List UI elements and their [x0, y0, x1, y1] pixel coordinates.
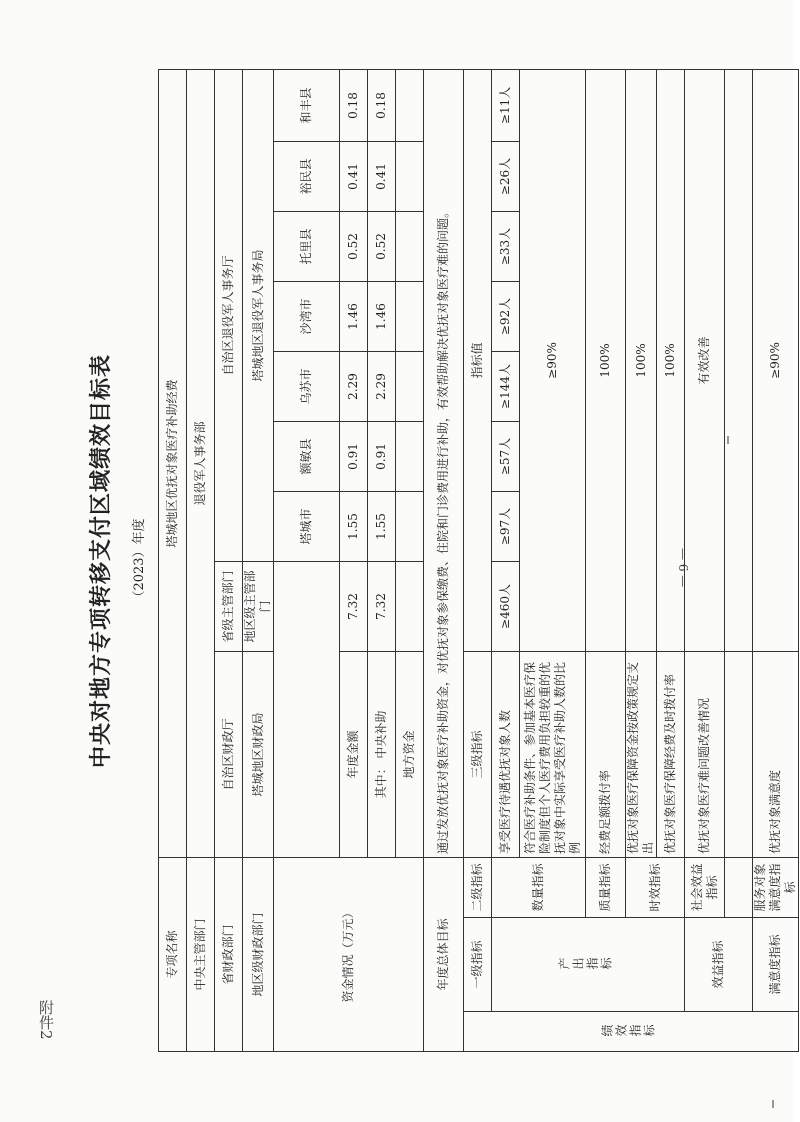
annual-value: 1.46 — [340, 281, 368, 351]
city-dept-value: 塔城地区退役军人事务局 — [243, 69, 274, 561]
annual-value: 0.18 — [340, 69, 368, 141]
county-name: 托里县 — [274, 211, 340, 281]
time1-text: 优抚对象医疗保障资金按政策规定支出 — [626, 651, 657, 857]
central-value: 0.41 — [368, 141, 396, 211]
row-goal — [424, 69, 464, 1051]
quality-value: 100% — [586, 69, 626, 651]
satisfaction-label: 满意度指标 — [753, 918, 799, 1012]
row-quality — [586, 69, 626, 1051]
q1-value: ≥33人 — [492, 211, 520, 281]
benefit-label: 效益指标 — [685, 918, 753, 1012]
q1-value: ≥92人 — [492, 281, 520, 351]
of-which: 其中： — [374, 762, 388, 799]
central-dept-label: 中央主管部门 — [187, 857, 215, 1051]
annual-value: 0.91 — [340, 421, 368, 491]
performance-table — [158, 69, 799, 1052]
annual-value: 1.55 — [340, 491, 368, 561]
central-label — [368, 651, 396, 857]
scan-mark — [772, 1100, 774, 1108]
annual-value: 0.41 — [340, 141, 368, 211]
row-project — [159, 69, 187, 1051]
goal-text: 通过发放优抚对象医疗补助资金，对优抚对象参保缴费、住院和门诊费用进行补助，有效帮助解决优抚对象医疗难的问题。 — [424, 69, 464, 857]
row-central-dept — [187, 69, 215, 1051]
attachment-label: 附件2 — [37, 1000, 55, 1040]
q2-value: ≥90% — [520, 69, 586, 651]
prov-dept-value: 自治区退役军人事务厅 — [215, 69, 243, 561]
county-name: 裕民县 — [274, 141, 340, 211]
quality-label: 质量指标 — [586, 857, 626, 917]
prov-finance-value: 自治区财政厅 — [215, 651, 243, 857]
quality-text: 经费足额拨付率 — [586, 651, 626, 857]
time1-value: 100% — [626, 69, 657, 651]
county-name: 和丰县 — [274, 69, 340, 141]
col-level2: 二级指标 — [464, 857, 492, 917]
q1-total: ≥460人 — [492, 561, 520, 651]
row-provincial — [215, 69, 243, 1051]
prov-finance-label: 省财政部门 — [215, 857, 243, 1051]
q1-value: ≥57人 — [492, 421, 520, 491]
central-value: 1.55 — [368, 491, 396, 561]
row-social — [685, 69, 725, 1051]
q1-value: ≥97人 — [492, 491, 520, 561]
county-name: 沙湾市 — [274, 281, 340, 351]
county-name: 额敏县 — [274, 421, 340, 491]
row-timeliness-1 — [626, 69, 657, 1051]
col-level3: 三级指标 — [464, 651, 492, 857]
service-label: 服务对象满意度指标 — [753, 857, 799, 917]
goal-label: 年度总体目标 — [424, 857, 464, 1051]
annual-label: 年度金额 — [340, 651, 368, 857]
annual-value: 2.29 — [340, 351, 368, 421]
central-label-text: 中央补助 — [374, 710, 388, 759]
row-satisfaction — [753, 69, 799, 1051]
q1-text: 享受医疗待遇优抚对象人数 — [492, 651, 520, 857]
local-label: 地方资金 — [396, 651, 424, 857]
row-benefit-blank — [725, 69, 753, 1051]
social-label: 社会效益指标 — [685, 857, 725, 917]
city-dept-label: 地区级主管部门 — [243, 561, 274, 651]
project-label: 专项名称 — [159, 857, 187, 1051]
perf-label: 绩效指标 — [464, 1012, 799, 1052]
row-city — [243, 69, 274, 1051]
counties-header-blank — [274, 561, 340, 857]
annual-value: 0.52 — [340, 211, 368, 281]
city-finance-value: 塔城地区财政局 — [243, 651, 274, 857]
county-name: 塔城市 — [274, 491, 340, 561]
timeliness-label: 时效指标 — [626, 857, 685, 917]
row-quantity-1 — [492, 69, 520, 1051]
satisfaction-text: 优抚对象满意度 — [753, 651, 799, 857]
central-value: 0.91 — [368, 421, 396, 491]
col-level1: 一级指标 — [464, 918, 492, 1012]
row-perf-header — [464, 69, 492, 1051]
page-number: — 6 — — [676, 548, 690, 588]
social-value: 有效改善 — [685, 69, 725, 651]
quantity-label: 数量指标 — [492, 857, 586, 917]
rotated-form — [60, 56, 800, 1066]
central-value: 0.52 — [368, 211, 396, 281]
output-label: 产出指标 — [492, 918, 685, 1012]
q1-value: ≥144人 — [492, 351, 520, 421]
central-value: 0.18 — [368, 69, 396, 141]
city-finance-label: 地区级财政部门 — [243, 857, 274, 1051]
annual-total: 7.32 — [340, 561, 368, 651]
funds-label: 资金情况（万元） — [274, 857, 424, 1051]
q1-value: ≥26人 — [492, 141, 520, 211]
q1-value: ≥11人 — [492, 69, 520, 141]
year-label: （2023）年度 — [132, 518, 147, 604]
time2-text: 优抚对象医疗保障经费及时拨付率 — [657, 651, 685, 857]
county-name: 乌苏市 — [274, 351, 340, 421]
prov-dept-label: 省级主管部门 — [215, 561, 243, 651]
q2-text: 符合医疗补助条件、参加基本医疗保险制度但个人医疗费用负担较重的优抚对象中实际享受医疗补助人数的比例 — [520, 651, 586, 857]
col-target: 指标值 — [464, 69, 492, 651]
central-total: 7.32 — [368, 561, 396, 651]
row-counties — [274, 69, 340, 1051]
social-text: 优抚对象医疗难问题改善情况 — [685, 651, 725, 857]
satisfaction-value: ≥90% — [753, 69, 799, 651]
project-value: 塔城地区优抚对象医疗补助经费 — [159, 69, 187, 857]
central-value: 2.29 — [368, 351, 396, 421]
central-value: 1.46 — [368, 281, 396, 351]
central-dept-value: 退役军人事务部 — [187, 69, 215, 857]
time2-value: 100% — [657, 69, 685, 651]
page-title: 中央对地方专项转移支付区域绩效目标表 — [88, 354, 114, 769]
